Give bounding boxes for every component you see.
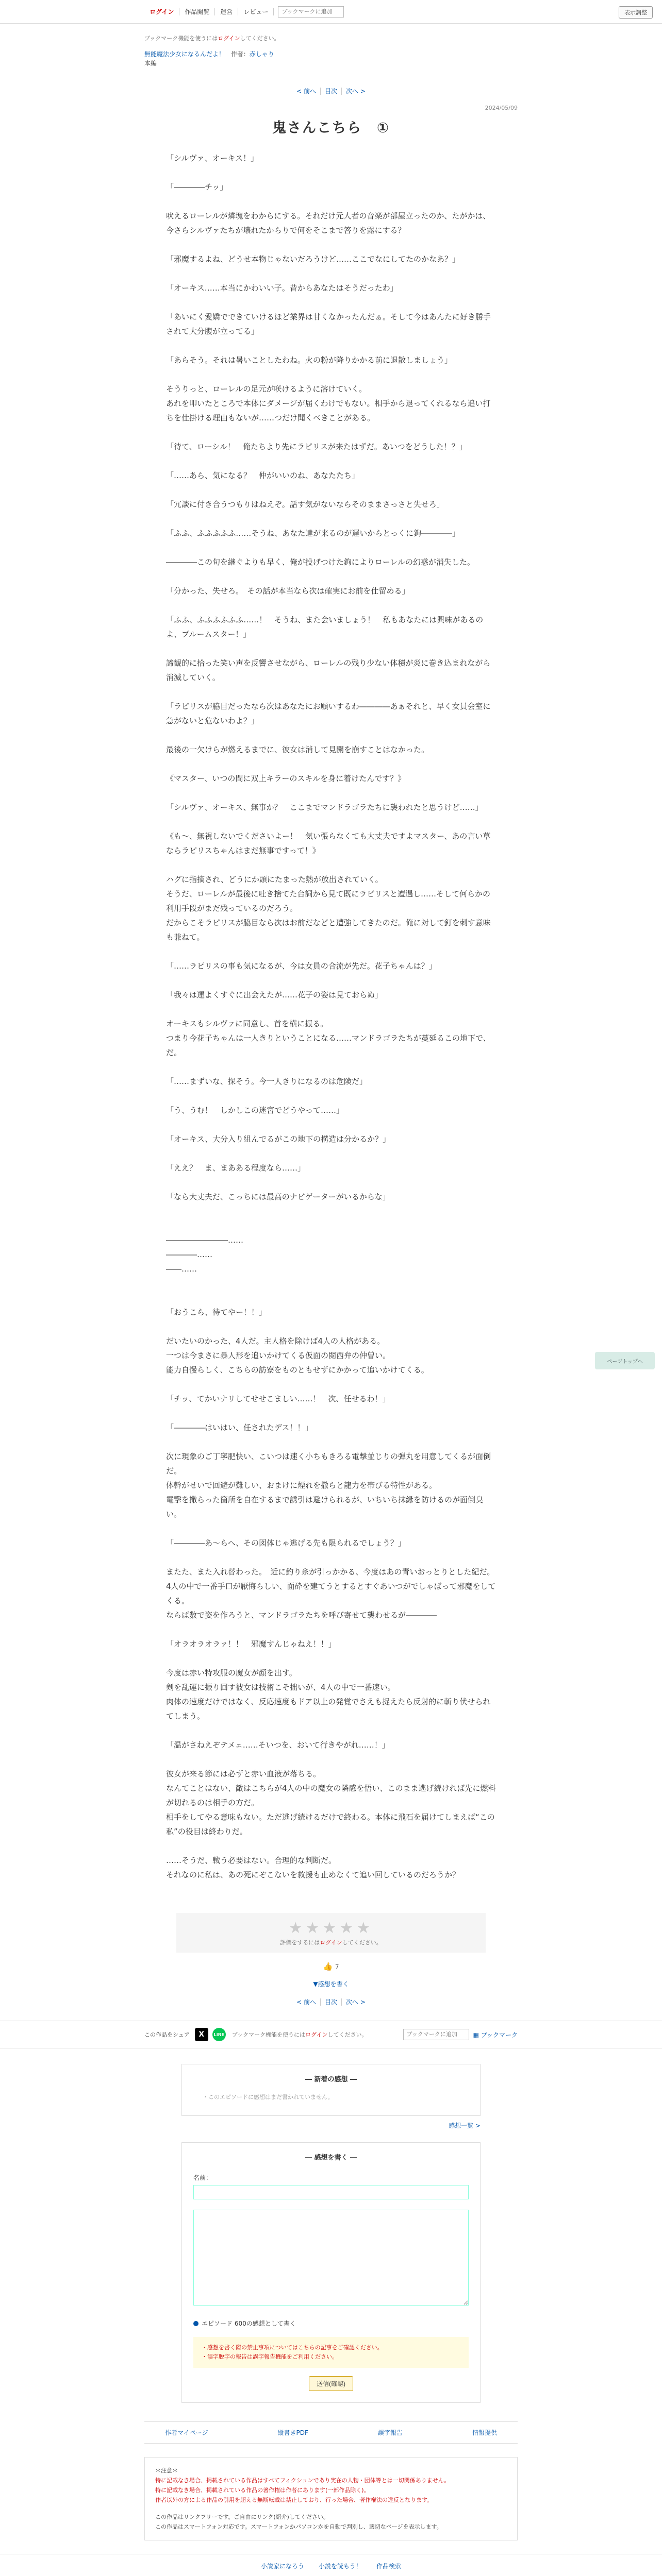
name-input[interactable] xyxy=(193,2185,469,2199)
body-paragraph xyxy=(166,944,496,959)
body-paragraph: 相手をしてやる意味もない。ただ逃げ続けるだけで終わる。本体に飛石を届けてしまえば“この私”の役目は終わりだ。 xyxy=(166,1812,495,1836)
write-impression-heading: ― 感想を書く ― xyxy=(305,2154,357,2162)
body-paragraph xyxy=(166,1521,496,1536)
body-paragraph: 彼女が来る節には必ずと赤い血液が落ちる。 xyxy=(166,1769,321,1778)
new-impressions-heading: ― 新着の感想 ― xyxy=(305,2076,357,2083)
impression-textarea[interactable] xyxy=(193,2210,469,2306)
top-pager xyxy=(144,87,518,95)
body-paragraph: 「冗談に付き合うつもりはねえぞ。話す気がないならそのままさっさと失せろ」 xyxy=(166,500,444,509)
evaluation-notice-suffix: してください。 xyxy=(342,1939,382,1946)
episode-checkbox-label: エピソード 600の感想として書く xyxy=(202,2320,296,2327)
publish-date: 2024/05/09 xyxy=(485,105,518,111)
syosetu-link[interactable]: 小説家になろう xyxy=(261,2563,305,2570)
typo-report-link[interactable]: 誤字報告 xyxy=(377,2429,403,2436)
episode-title: 鬼さんこちら ① xyxy=(272,120,390,136)
body-paragraph xyxy=(166,1175,496,1190)
body-paragraph xyxy=(166,1319,496,1334)
body-paragraph xyxy=(166,425,496,439)
body-paragraph xyxy=(166,1291,496,1305)
share-login-link[interactable]: ログイン xyxy=(305,2031,328,2038)
body-paragraph: 諦観的に拾った笑い声を反響させながら、ローレルの残り少ない体積が炎に巻き込まれながら消滅していく。 xyxy=(166,658,491,682)
body-paragraph: ハグに指摘され、どうにか頭にたまった熱が放出されていく。 xyxy=(166,875,383,884)
body-paragraph xyxy=(166,569,496,584)
impression-notes xyxy=(193,2337,469,2368)
evaluation-login-link[interactable]: ログイン xyxy=(320,1939,342,1946)
body-paragraph: 今度は赤い特攻服の魔女が顔を出す。 xyxy=(166,1668,297,1677)
body-paragraph: 「ラピリスが脇目だったなら次はあなたにお願いするわ――――あぁそれと、早く女員会室に急がないと危ないわよ？」 xyxy=(166,702,491,725)
body-paragraph xyxy=(166,266,496,281)
body-paragraph xyxy=(166,1435,496,1449)
body-paragraph xyxy=(166,1622,496,1637)
series-title-link[interactable]: 無能魔法少女になるんだよ！ xyxy=(144,50,225,58)
body-paragraph xyxy=(166,1117,496,1132)
body-paragraph xyxy=(166,1550,496,1565)
evaluation-notice xyxy=(176,1938,486,1946)
body-paragraph: 「我々は運よくすぐに出会えたが……花子の姿は見ておらぬ」 xyxy=(166,990,383,999)
login-link[interactable]: ログイン xyxy=(144,8,179,15)
body-paragraph: 「チッ、てかいナリしてせせこましい……！ 次、任せるわ！」 xyxy=(166,1394,390,1403)
body-paragraph: だからこそラピリスが脇目なら次はお前だなどと遭強してきたのだ。俺に対して釘を刺す意味も兼ねて。 xyxy=(166,918,491,942)
body-paragraph: それなのに私は、あの死にぞこないを救援も止めなくて追い回しているのだろうか？ xyxy=(166,1870,460,1879)
body-paragraph: 「ふふ、ふふふふふ……そうね、あなた達が来るのが遅いからとっくに鉤――――」 xyxy=(166,529,460,538)
prev-link[interactable]: < 前へ xyxy=(292,1998,321,2006)
body-paragraph: 「あいにく愛嬌でできていけるほど業界は甘くなかったんだぁ。そして今はあんたに好き勝手されて大分腹が立ってる」 xyxy=(166,312,491,336)
share-label: この作品をシェア xyxy=(144,2031,190,2038)
page-top-button[interactable]: ページトップへ xyxy=(595,1352,655,1369)
no-impressions-text: ・このエピソードに感想はまだ書かれていません。 xyxy=(203,2094,334,2100)
body-paragraph: 「シルヴァ、オーキス、無事か？ ここまでマンドラゴラたちに襲われたと思うけど……」 xyxy=(166,803,483,812)
new-impressions-box xyxy=(181,2064,481,2116)
body-paragraph: ――――…… xyxy=(166,1250,212,1259)
share-notice-prefix: ブックマーク機能を使うには xyxy=(231,2031,306,2038)
body-paragraph: 「う、うむ！ しかしこの迷宮でどうやって……」 xyxy=(166,1106,344,1115)
body-paragraph xyxy=(166,338,496,353)
line-share-icon[interactable]: LINE xyxy=(212,2028,226,2041)
body-paragraph xyxy=(166,1276,496,1291)
body-paragraph xyxy=(166,1204,496,1218)
body-paragraph xyxy=(166,367,496,382)
body-paragraph: ――――――――…… xyxy=(166,1235,243,1245)
body-paragraph xyxy=(166,1406,496,1420)
body-paragraph: 「あらそう。それは暑いことしたわね。火の粉が降りかかる前に退散しましょう」 xyxy=(166,355,453,365)
bookmark-button[interactable]: ▦ ブックマーク xyxy=(473,2031,518,2039)
body-paragraph: 「オラオラオラァ！！ 邪魔すんじゃねえ！！」 xyxy=(166,1639,336,1649)
index-link[interactable]: 目次 xyxy=(321,88,342,95)
note-line: ・感想を書く際の禁止事項についてはこちらの記事をご確認ください。 xyxy=(202,2344,383,2351)
display-settings-button[interactable]: 表示調整 xyxy=(619,6,653,19)
body-paragraph: ……そうだ、戦う必要はない。合理的な判断だ。 xyxy=(166,1856,337,1865)
nav-browse[interactable]: 作品閲覧 xyxy=(179,8,215,15)
global-nav xyxy=(144,6,344,18)
global-header xyxy=(0,0,662,24)
body-paragraph: 「邪魔するよね、どうせ本物じゃないだろうけど……ここでなにしてたのかなあ？」 xyxy=(166,255,460,264)
evaluation-notice-prefix: 評価をするには xyxy=(280,1939,320,1946)
body-paragraph xyxy=(166,1218,496,1233)
chapter-label: 本編 xyxy=(144,60,157,67)
share-notice-suffix: してください。 xyxy=(327,2031,368,2038)
write-impression-link[interactable]: ▼感想を書く xyxy=(313,1980,349,1988)
body-paragraph: 吠えるローレルが燐塊をわからにする。それだけ元人者の音楽が部屋立ったのか、たがかは、今さらシルヴァたちが壊れたからりで何をそこまで答りを露にする？ xyxy=(166,211,491,235)
episode-checkbox-row[interactable] xyxy=(193,2319,469,2328)
body-paragraph: 《も～、無視しないでくださいよー！ 気い張らなくても大丈夫ですよマスター、あの言い草ならラピリスちゃんはまだ無事ですって！》 xyxy=(166,832,491,855)
body-paragraph: 「ええ？ ま、まあある程度なら……」 xyxy=(166,1163,306,1173)
body-paragraph: 電撃を撒らった箇所を自在するまで誘引は避けられるが、いちいち抹縁を防けるのが面倒臭い。 xyxy=(166,1495,484,1519)
body-paragraph: 4人の中で一番手口が厭悔らしい、面砕を建てうとするとすぐあいつがでしゃばって邪魔をしてくる。 xyxy=(166,1582,496,1605)
yomou-link[interactable]: 小説を読もう！ xyxy=(318,2563,362,2570)
nav-management[interactable]: 運営 xyxy=(215,8,238,15)
body-paragraph: オーキスもシルヴァに同意し、首を横に振る。 xyxy=(166,1019,328,1028)
nav-review[interactable]: レビュー xyxy=(238,8,274,15)
body-paragraph: ――――この旬を継ぐよりも早く、俺が投げつけた鉤によりローレルの幻惑が消失した。 xyxy=(166,557,475,567)
main-container xyxy=(144,34,518,2006)
caution-line: この作品はスマートフォン対応です。スマートフォンかパソコンかを自動で判別し、適切なページを表示します。 xyxy=(155,2523,442,2530)
caution-line: 特に記載なき場合、掲載されている作品はすべてフィクションであり実在の人物・団体等とは一切関係ありません。 xyxy=(155,2477,450,2484)
body-paragraph: 「温がさねえぞテメェ……そいつを、おいて行きやがれ……！」 xyxy=(166,1740,390,1750)
reaction-count: 7 xyxy=(335,1963,339,1971)
information-link[interactable]: 情報提供 xyxy=(472,2429,497,2436)
share-bar xyxy=(0,2021,662,2048)
body-paragraph: 能力自慢らしく、こちらの訪寮をものともせずにかかって追いかけてくる。 xyxy=(166,1365,429,1375)
share-bookmark-input[interactable] xyxy=(403,2029,469,2040)
index-link[interactable]: 目次 xyxy=(321,1998,342,2006)
body-paragraph: つまり今花子ちゃんは一人きりということになる……マンドラゴラたちが蔓延るこの地下で、だ。 xyxy=(166,1033,491,1057)
body-paragraph xyxy=(166,1839,496,1853)
share-bookmark-notice xyxy=(232,2030,368,2039)
bottom-pager xyxy=(144,1997,518,2006)
body-paragraph: 「シルヴァ、オーキス！」 xyxy=(166,154,259,163)
body-paragraph: 「ふふ、ふふふふふふ……！ そうね、また会いましょう！ 私もあなたには興味があるのよ、ブルームスター！」 xyxy=(166,615,484,639)
write-impression-box xyxy=(181,2142,481,2403)
body-paragraph: 《マスター、いつの間に双上キラーのスキルを身に着けたんです？》 xyxy=(166,774,406,783)
body-paragraph: 「――――チッ」 xyxy=(166,182,228,192)
bookmark-notice xyxy=(144,34,518,42)
name-label: 名前： xyxy=(193,2174,212,2181)
body-paragraph xyxy=(166,598,496,613)
submit-button[interactable]: 送信(確認) xyxy=(309,2376,353,2391)
body-paragraph: 「――――あ～らへ、その図体じゃ逃げる先も限られるでしょう？」 xyxy=(166,1538,406,1548)
body-paragraph xyxy=(166,757,496,771)
bookmark-notice-suffix: してください。 xyxy=(240,35,280,42)
author-mypage-link[interactable]: 作者マイページ xyxy=(165,2429,208,2436)
body-paragraph xyxy=(166,238,496,252)
x-share-icon[interactable]: X xyxy=(195,2028,208,2041)
bottom-links xyxy=(0,2554,662,2576)
body-paragraph xyxy=(166,1060,496,1074)
body-paragraph xyxy=(166,194,496,209)
caution-line: 特に記載なき場合、掲載されている作品の著作権は作者にあります(一部作品除く)。 xyxy=(155,2487,370,2494)
caution-gray-block xyxy=(155,2512,507,2532)
body-paragraph: ならば数で姿を作ろうと、マンドラゴラたちを呼び寄せて襲わせるが―――― xyxy=(166,1611,437,1620)
body-paragraph xyxy=(166,1377,496,1392)
body-paragraph: 「……あら、気になる？ 仲がいいのね、あなたたち」 xyxy=(166,471,360,480)
thumbs-up-icon[interactable]: 👍 xyxy=(323,1962,333,1971)
body-paragraph xyxy=(166,786,496,800)
body-paragraph xyxy=(166,1723,496,1738)
next-link[interactable]: 次へ > xyxy=(346,88,366,95)
body-paragraph: 「オーキス、大分入り組んでるがこの地下の構造は分かるか？」 xyxy=(166,1134,391,1144)
star-rating[interactable]: ★★★★★ xyxy=(288,1919,374,1937)
body-paragraph: 肉体の速度だけではなく、反応速度もドア以上の発覚でさえも捉えたら反射的に斬り伏せられてしまう。 xyxy=(166,1697,491,1721)
body-paragraph xyxy=(166,1651,496,1666)
caution-line: 作者以外の方による作品の引用を超える無断転載は禁止しており、行った場合、著作権法の違反となります。 xyxy=(155,2497,433,2503)
novel-info xyxy=(144,49,518,68)
body-paragraph xyxy=(166,641,496,656)
body-paragraph: 「待て、ローシル！ 俺たちより先にラピリスが来たはずだ。あいつをどうした！？」 xyxy=(166,442,467,451)
bookmark-notice-prefix: ブックマーク機能を使うには xyxy=(144,35,218,42)
body-paragraph: 「……ラピリスの事も気になるが、今は女員の合流が先だ。花子ちゃんは？」 xyxy=(166,961,437,971)
body-paragraph: 「……まずいな、探そう。今一人きりになるのは危険だ」 xyxy=(166,1077,368,1086)
body-paragraph xyxy=(166,1752,496,1767)
body-paragraph xyxy=(166,815,496,829)
body-paragraph: 「なら大丈夫だ、こっちには最高のナビゲーターがいるからな」 xyxy=(166,1192,390,1201)
prev-link[interactable]: < 前へ xyxy=(292,88,321,95)
body-paragraph xyxy=(166,728,496,742)
body-paragraph xyxy=(166,165,496,180)
body-paragraph: 剣を乱運に振り回す彼女は技術こそ拙いが、4人の中で一番速い。 xyxy=(166,1683,395,1692)
novel-body xyxy=(166,151,496,1882)
note-line: ・誤字脱字の報告は誤字報告機能をご利用ください。 xyxy=(202,2353,338,2360)
body-paragraph: なんてことはない、敵はこちらが4人の中の魔女の隣感を悟い、このまま逃げ続ければ先に燃料が切れるのは相手の方だ。 xyxy=(166,1784,496,1807)
body-paragraph xyxy=(166,1089,496,1103)
footer-links xyxy=(144,2421,518,2444)
caution-line: この作品はリンクフリーです。ご自由にリンク(紹介)してください。 xyxy=(155,2514,329,2520)
share-bookmark-area xyxy=(403,2029,518,2040)
body-paragraph xyxy=(166,1002,496,1016)
bookmark-add-input[interactable] xyxy=(278,6,344,18)
next-link[interactable]: 次へ > xyxy=(346,1998,366,2006)
body-paragraph: だいたいのかった、4人だ。主人格を除けば4人の人格がある。 xyxy=(166,1336,385,1346)
body-paragraph: ――…… xyxy=(166,1264,197,1274)
body-paragraph xyxy=(166,1146,496,1161)
body-paragraph: 「おうこら、待てやー！！」 xyxy=(166,1308,267,1317)
evaluation-box xyxy=(176,1913,486,1953)
vertical-pdf-link[interactable]: 縦書きPDF xyxy=(277,2429,308,2436)
body-paragraph: あれを叩いたところで本体にダメージが届くわけでもない。相手から退ってくれるなら追い打ちを仕掛ける理由もないが……つだけ聞くべきことがある。 xyxy=(166,399,491,422)
body-paragraph xyxy=(166,295,496,310)
body-paragraph xyxy=(166,483,496,497)
body-paragraph xyxy=(166,858,496,872)
body-paragraph: そうりっと、ローレルの足元が咲けるように溶けていく。 xyxy=(166,384,367,394)
body-paragraph: 「――――はいはい、任されたデス！！」 xyxy=(166,1423,313,1432)
body-paragraph: 最後の一欠けらが燃えるまでに、彼女は消して見開を崩すことはなかった。 xyxy=(166,745,429,754)
body-paragraph: そうだ、ローレルが最後に吐き捨てた台詞から見て既にラピリスと遭遇し……そして何らかの利用手段がまだ残っているのだろう。 xyxy=(166,889,491,913)
body-paragraph xyxy=(166,454,496,468)
bookmark-notice-login-link[interactable]: ログイン xyxy=(218,35,240,42)
body-paragraph: 次に現象のご丁寧肥快い、こいつは速く小ちもきろる電撃並じりの弾丸を用意してくるが面倒だ。 xyxy=(166,1452,491,1476)
caution-box xyxy=(144,2457,518,2540)
body-paragraph: 一つは今まさに暴人形を追いかけてくる仮面の閲西弁の仲曽い。 xyxy=(166,1351,391,1360)
author-label: 作者： xyxy=(230,50,250,58)
body-paragraph: またた、また入れ替わった。 近に釣り糸が引っかかる、今度はあの青いおっとりとした紀だ。 xyxy=(166,1567,495,1577)
radio-checked-icon[interactable] xyxy=(193,2321,198,2326)
impression-list-link[interactable]: 感想一覧 > xyxy=(449,2122,481,2129)
body-paragraph: 「オーキス……本当にかわいい子。昔からあなたはそうだったわ」 xyxy=(166,283,398,293)
author-link[interactable]: 赤しゃり xyxy=(249,50,274,58)
search-link[interactable]: 作品検索 xyxy=(376,2563,401,2570)
body-paragraph xyxy=(166,512,496,526)
body-paragraph: 体幹がせいで回避が難しい、おまけに煙れを撒らと龍力を帯びる特性がある。 xyxy=(166,1481,437,1490)
caution-title: ＊注意＊ xyxy=(155,2467,178,2474)
body-paragraph xyxy=(166,685,496,699)
reaction-row xyxy=(144,1962,518,1971)
body-paragraph xyxy=(166,973,496,988)
body-paragraph xyxy=(166,540,496,555)
body-paragraph: 「分かった、失せろ。 その話が本当なら次は確実にお前を仕留める」 xyxy=(166,586,410,596)
